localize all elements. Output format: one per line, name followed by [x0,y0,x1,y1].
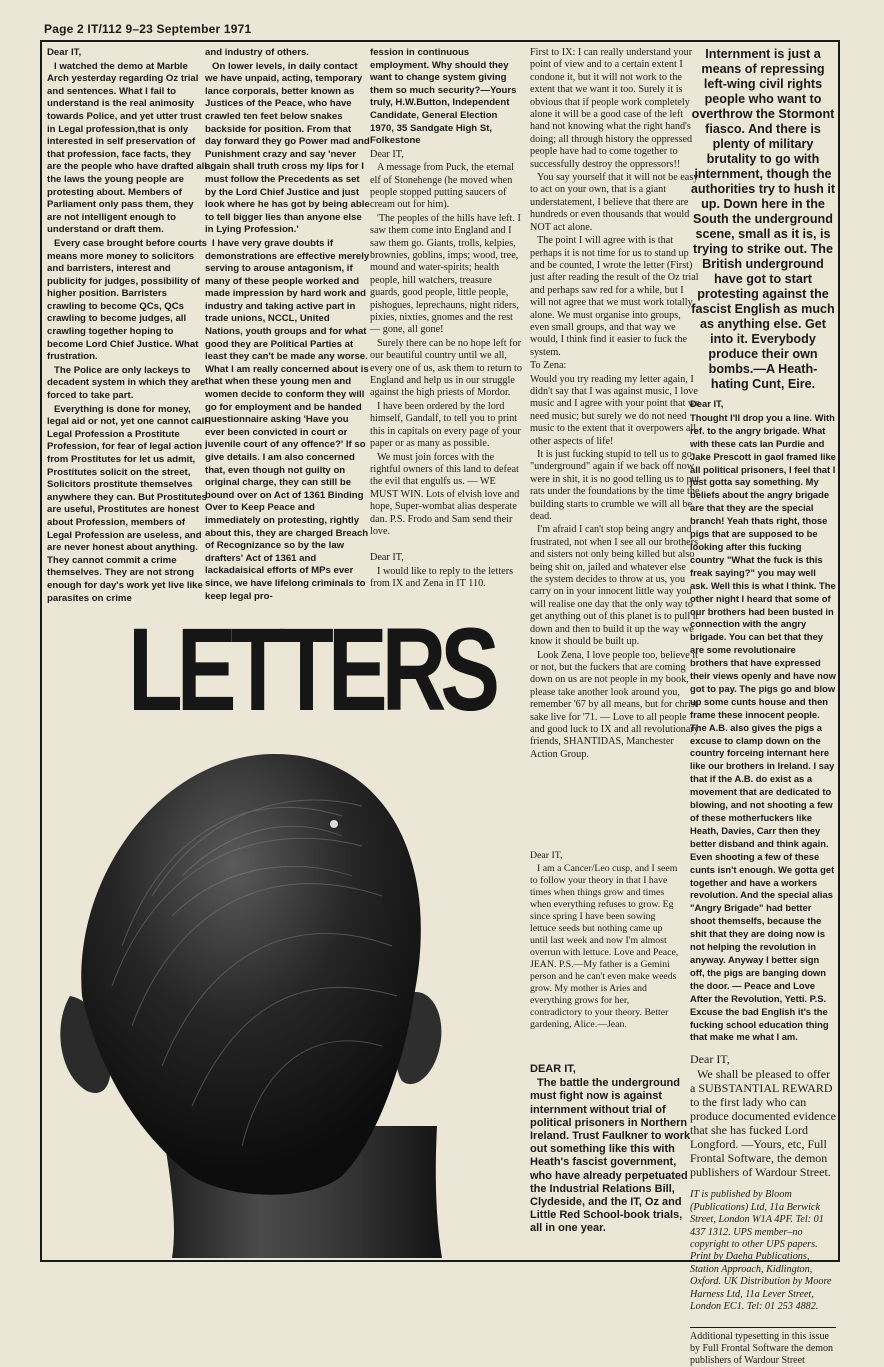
salutation: Dear IT, [690,398,724,409]
paragraph: The point I will agree with is that perhaps it is not time for us to stand up and be counted, I wrote the letter (First) just after reading the result of the Oz trial and perhaps saw red for a while, but I will not agree that we must work totally alone. We must organise into groups, even small groups, and that way we would, I think find it easier to fuck the system. [530,235,699,358]
letter-column-5 [690,47,836,1367]
paragraph: First to IX: I can really understand your point of view and to a certain extent I condone it, but it will not work to the extent that we want it too. Surely it is obvious that if people work completely alone it will be a good case of the left hand not knowing what the right hand's doing; all through history the oppressed people have had to come together to successfully destroy the oppressors!! [530,47,693,170]
letter-column-4 [530,47,700,847]
letter-column-3 [370,47,522,617]
letter-column-4-cancer-leo [530,850,682,1062]
letter-column-2 [205,47,370,612]
paragraph: We must join forces with the rightful owners of this land to defeat the evil that engulfs us. — WE MUST WIN. Lots of elvish love and hope, Super-wombat alias desperate dan. P.S. Frodo and Sam send their love. [370,451,520,537]
paragraph: Surely there can be no hope left for our beautiful country until we all, every one of us, ask them to return to England and help us in our struggle against the high priests of Mordor. [370,337,522,399]
paragraph: fession in continuous employment. Why should they want to change system giving them so much security?—Yours truly, H.W.Button, Independent Candidate, General Election 1970, 35 Sandgate High St, Folkestone [370,47,517,147]
paragraph: I watched the demo at Marble Arch yesterday regarding Oz trial and sentences. What I fail to understand is the real animosity towards Police, and yet utter trust in Legal profession,that is only interested in self preservation of that profession, face facts, they are the people who have drafted all the laws the young people are protesting about. Members of Parliament only pass them, they are not intelligent enough to understand or draft them. [47,60,207,236]
paragraph: Everything is done for money, legal aid or not, yet one cannot call Legal Profession a Prostitute Profession, for fear of legal action from Prostitutes for let us admit, Prostitutes solicit on the street, Solicitors prostitute themselves anywhere they can. But Prostitutes are useful, Prostitutes are honest about Profession, members of Legal Profession are useless, and are never honest about anything. They cannot commit a crime themselves. They are not strong enough for day's work yet live like parasites on crime [47,403,207,604]
paragraph: You say yourself that it will not be easy to act on your own, that is a giant understatement, I believe that there are hundreds or even thousands that would NOT act alone. [530,172,699,233]
paragraph: I'm afraid I can't stop being angry and frustrated, not when I see all our brothers and sisters not only being killed but also being shit on, jailed and whatever else the system decides to throw at us, you carry on in your innocent little way you will realise one day that the only way to get anything out of this planet is to pull it down and then to build it up the way we know it should be built up. [530,524,699,648]
paragraph: The battle the underground must fight now is against internment without trial of political prisoners in Northern Ireland. Trust Faulkner to work out something like this with Heath's fascist government, who have already perpetuated the Industrial Relations Bill, Clydeside, and the IT, Oz and Little Red School-book trials, all in one year. [530,1077,691,1235]
paragraph: A message from Puck, the eternal elf of Stonehenge (he moved when people stopped putting saucers of cream out for him). [370,162,514,211]
letters-headline: LETTERS [128,604,494,736]
paragraph: I have been ordered by the lord himself, Gandalf, to tell you to print this in capitals on every page of your paper or as many as possible. [370,400,521,450]
typesetting-credit: Additional typesetting in this issue by Full Frontal Software the demon publishers of Wardour Street [690,1327,836,1367]
running-head: Page 2 IT/112 9–23 September 1971 [44,22,252,36]
paragraph: Every case brought before courts means more money to solicitors and barristers, interest and publicity for judges, possibility of higher position. Barristers crawling to become QCs, QCs crawling to become judges, all crawling together hoping to become Lord Chief Justice. What frustration. [47,237,208,363]
salutation: DEAR IT, [530,1063,576,1075]
paragraph: Would you try reading my letter again, I didn't say that I was against music, I love music and I agree with your point that we need music; but surely we do not need music to the extent that it overpowers all other aspects of life! [530,373,700,447]
paragraph: The Police are only lackeys to decadent system in which they are forced to take part. [47,364,206,402]
paragraph: We shall be pleased to offer a SUBSTANTIAL REWARD to the first lady who can produce documented evidence that she has fucked Lord Longford. —Yours, etc, Full Frontal Software, the demon publishers of Wardour Street. [690,1067,836,1180]
salutation: Dear IT, [690,1052,730,1067]
internment-letter: Internment is just a means of repressing left-wing civil rights people who want to overthrow the Stormont fiasco. And there is plenty of military brutality to go with internment, though the authorities try to hush it up. Down here in the South the underground scene, small as it is, is trying to strike out. The British underground have got to start protesting against the fascist English as much as anything else. Get into it. Everybody produce their own bombs.—A Heath-hating Cunt, Eire. [690,47,836,391]
salutation: Dear IT, [370,552,404,564]
paragraph: Thought I'll drop you a line. With ref. to the angry brigade. What with these cats Ian Purdie and Jake Prescott in gaol framed like all political prisoners, I feel that I just gotta say something. My beliefs about the angry brigade are that they are the special branch! Yeah thats right, those pigs that are supposed to be looking after this fucking country "What the fuck is this freak saying?" you may well ask. Well this is what I think. The other night I heard that some of our brothers had been busted in connection with the angry brigade. You can bet that they are some revolutionaire brothers that have expressed their views openly and have now got to pay. The pigs go and blow up some cunts house and then frame these innocent people. The A.B. also gives the pigs a excuse to clamp down on the country forceing internant here like our brothers in Ireland. I say that if the A.B. do exist as a movement that are dedicated to blowing, and not shooting a few of these motherfuckers like Heath, Davies, Carr then they better disband and think again. Even shooting a few of these cunts isn't enough. We gotta get together and have a workers revolution. And the special alias "Angry Brigade" had better shoot themselfs, because the shit that they are doing now is not helping the revolution in anyway. Anyway I better sign off, the pigs are banging down the door. — Peace and Love After the Revolution, Yetti. P.S. Excuse the bad English it's the fucking school education thing that make me what I am. [690,411,836,1043]
salutation: Dear IT, [47,47,82,58]
paragraph: I have very grave doubts if demonstrations are effective merely serving to arouse antagonism, if many of these people worked and made impression by hard work and industry and taking active part in trade unions, NCCL, United Nations, youth groups and for what good they are Political Parties at least they can't be made any worse. What I am really concerned about is that when these young men and women decide to conform they will go for employment and be handed questionnaire asking 'Have you ever been convicted in court or juvenile court of any offence?' If so give details. I am also concerned that, even though not guilty on original charge, they can still be bound over on Act of 1361 Binding Over to Keep Peace and immediately on protesting, rightly about this, they are charged Breach of Recognizance so by the law drafters' Act of 1361 and lackadaisical efforts of MPs ever since, we have lifelong criminals to keep legal pro- [205,237,370,602]
paragraph: 'The peoples of the hills have left. I saw them come into England and I saw them go. Giants, trolls, kelpies, brownies, goblins, imps; wood, tree, mound and water-spirits; health people, hill watchers, treasure guards, good people, little people, pishogues, leprechauns, night riders, pixies, nixties, gnomes and the rest — gone, all gone! [370,212,521,336]
salutation: Dear IT, [370,148,404,160]
letter-column-4-internment [530,1063,692,1263]
salutation: Dear IT, [530,850,563,861]
paragraph: I am a Cancer/Leo cusp, and I seem to follow your theory in that I have times when things grow and times when everything refuses to grow. Eg since spring I have been sowing lettuce seeds but nothing came up until last week and now I'm almost overrun with lettuce. Love and Peace, JEAN. P.S.—My father is a Gemini person and he can't even make weeds grow. My mother is Aries and everything grows for her, contradictory to your theory. Better gardening, Alice.—Jean. [530,863,679,1030]
head-photo [42,746,530,1258]
head-back-illustration [42,746,530,1258]
publisher-imprint: IT is published by Bloom (Publications) Ltd, 11a Berwick Street, London W1A 4PF. Tel: 01 437 1312. UPS member–no copyright to other UPS papers. Print by Daeha Publications, Station Approach, Kidlington, Oxford. UK Distribution by Moore Harness Ltd, 11a Lever Street, London EC1. Tel: 01 253 4882. [690,1189,832,1312]
paragraph: I would like to reply to the letters from IX and Zena in IT 110. [370,565,514,590]
paragraph: On lower levels, in daily contact we have unpaid, acting, temporary lance corporals, better known as Justices of the Peace, who have crawled ten feet below snakes backside for position. From that day forward they go Power mad and Punishment crazy and say 'never again shall truth cross my lips for I must follow the Precedents as set by the Lord Chief Justice and just look where he has got by being able to tell bigger lies than anyone else in Lying Profession.' [205,60,370,236]
paragraph: Look Zena, I love people too, believe it or not, but the fuckers that are coming down on us are not people in my book, please take another look around you, remember '67 by all means, but for christ sake live for '71. — Love to all people and good luck to IX and all revolutionary friends, SHANTIDAS, Manchester Action Group. [530,649,699,760]
paragraph: and industry of others. [205,47,309,58]
paragraph: It is just fucking stupid to tell us to go "underground" again if we back off now were in shit, it is no good telling us to put rats under the foundations by the time the building starts to crumble we will all be dead. [530,449,700,523]
letter-column-1 [47,47,207,607]
paragraph: To Zena: [530,360,567,372]
